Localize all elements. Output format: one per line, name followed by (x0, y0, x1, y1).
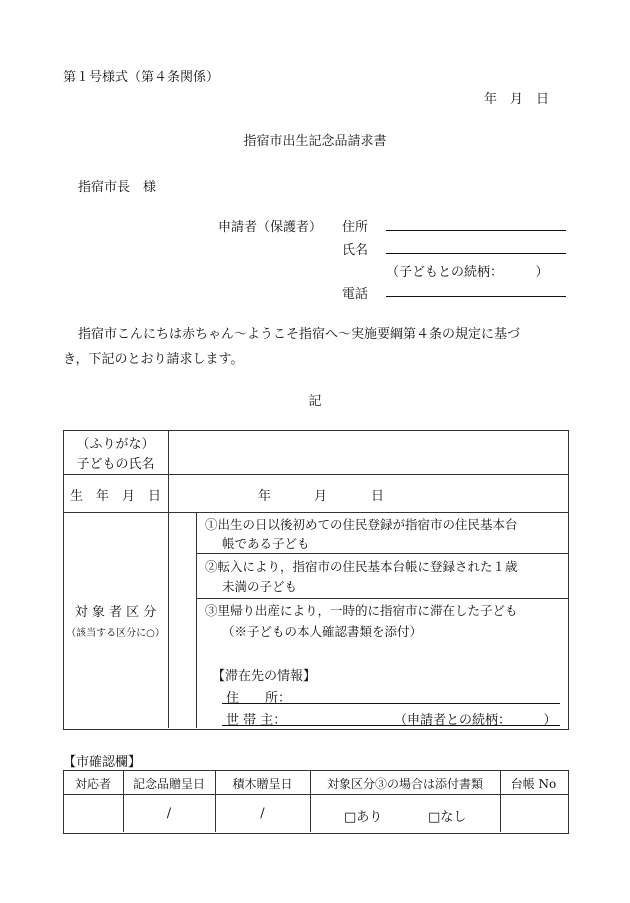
ki-heading: 記 (308, 394, 322, 409)
header-gift-date: 記念品贈呈日 (132, 777, 205, 791)
stay-address-field[interactable] (222, 703, 560, 704)
header-handler: 対応者 (74, 777, 111, 791)
stay-head-field[interactable] (222, 725, 560, 726)
phone-label: 電話 (342, 287, 369, 302)
address-label: 住所 (342, 220, 369, 235)
request-table (63, 430, 569, 730)
option1-line1: ①出生の日以後初めての住民登録が指宿市の住民基本台 (205, 517, 518, 532)
birthdate-label: 生 年 月 日 (69, 489, 161, 504)
stay-relation-label: （申請者との続柄： ） (394, 713, 557, 728)
option3-line1: ③里帰り出産により，一時的に指宿市に滞在した子ども (205, 603, 518, 618)
phone-field[interactable] (386, 296, 566, 297)
applicant-label: 申請者（保護者） (218, 220, 323, 235)
category-note: （該当する区分に○） (66, 628, 165, 639)
checkbox-nashi[interactable]: □なし (428, 810, 467, 825)
name-label: 氏名 (342, 243, 369, 258)
option1-line2: 帳である子ども (222, 536, 310, 551)
gift-date-slash: / (166, 806, 172, 821)
child-name-field[interactable] (170, 432, 566, 472)
body-text-line2: き，下記のとおり請求します。 (63, 352, 244, 367)
category-label: 対 象 者 区 分 (74, 605, 157, 620)
header-blocks-date: 積木贈呈日 (232, 777, 293, 791)
child-name-label: 子どもの氏名 (76, 457, 155, 472)
option2-line1: ②転入により，指宿市の住民基本台帳に登録された１歳 (205, 559, 518, 574)
checkbox-ari[interactable]: □あり (344, 810, 383, 825)
name-field[interactable] (386, 253, 566, 254)
stay-info-label: 【滞在先の情報】 (212, 669, 317, 684)
header-ledger-no: 台帳 No (510, 777, 557, 791)
birth-day: 日 (371, 489, 385, 504)
relation-label: （子どもとの続柄： ） (386, 265, 549, 280)
option3-line2: （※子どもの本人確認書類を添付） (222, 624, 423, 639)
addressee: 指宿市長 様 (78, 180, 157, 195)
birth-year: 年 (258, 489, 272, 504)
body-text-line1: 指宿市こんにちは赤ちゃん～ようこそ指宿へ～実施要綱第４条の規定に基づ (78, 327, 521, 342)
blocks-date-slash: / (260, 806, 265, 821)
city-check-title: 【市確認欄】 (63, 755, 142, 770)
document-title: 指宿市出生記念品請求書 (243, 134, 387, 149)
date-line: 年 月 日 (484, 92, 550, 107)
stay-head-label: 世 帯 主： (226, 713, 287, 728)
furigana-label: （ふりがな） (76, 437, 155, 452)
form-number: 第１号様式（第４条関係） (63, 70, 220, 85)
option2-line2: 未満の子ども (222, 579, 298, 594)
birth-month: 月 (314, 489, 328, 504)
stay-address-label: 住 所： (226, 691, 292, 706)
header-attachment: 対象区分③の場合は添付書類 (326, 777, 483, 791)
address-field[interactable] (386, 230, 566, 231)
